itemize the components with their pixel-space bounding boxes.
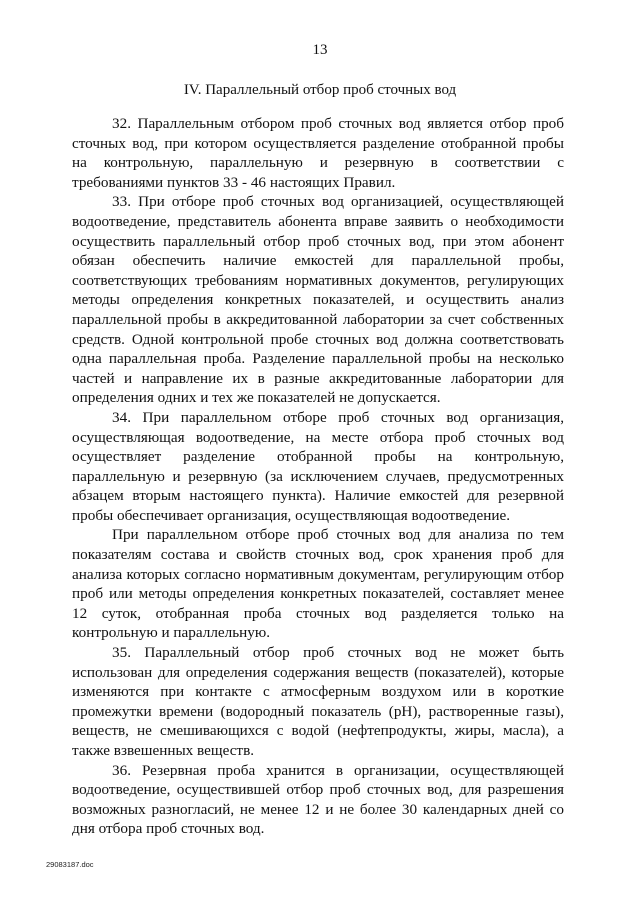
paragraph-35: 35. Параллельный отбор проб сточных вод не может быть использован для определения содержания веществ (показателей), которые изменяются при контакте с атмосферным воздухом или в короткие промежутки времени (водородный показатель (pH), растворенные газы), веществ, не смешивающихся с водой (нефтепродукты, жиры, масла), а также взвешенных веществ. <box>72 644 564 759</box>
paragraph-34-second: При параллельном отборе проб сточных вод для анализа по тем показателям состава и свойств сточных вод, срок хранения проб для анализа которых согласно нормативным документам, регулирующим отбор проб или методы определения конкретных показателей, составляет менее 12 суток, отобранная проба сточных вод разделяется только на контрольную и параллельную. <box>72 526 564 642</box>
paragraph-36: 36. Резервная проба хранится в организации, осуществляющей водоотведение, осуществившей отбор проб сточных вод, для разрешения возможных разногласий, не менее 12 и не более 30 календарных дней со дня отбора проб сточных вод. <box>72 761 564 838</box>
section-title: IV. Параллельный отбор проб сточных вод <box>183 82 457 98</box>
page-number: 13 <box>312 42 328 58</box>
paragraph-34: 34. При параллельном отборе проб сточных вод организация, осуществляющая водоотведение, на месте отбора проб сточных вод осуществляет разделение отобранной пробы на контрольную, параллельную и резервную (за исключением случаев, предусмотренных абзацем вторым настоящего пункта). Наличие емкостей для резервной пробы обеспечивает организация, осуществляющая водоотведение. <box>72 408 564 524</box>
footer-filename: 29083187.doc <box>46 860 94 869</box>
document-body <box>72 114 564 839</box>
paragraph-32: 32. Параллельным отбором проб сточных вод является отбор проб сточных вод, при котором осуществляется разделение отобранной пробы на контрольную, параллельную и резервную в соответствии с требованиями пунктов 33 - 46 настоящих Правил. <box>72 115 564 191</box>
paragraph-33: 33. При отборе проб сточных вод организацией, осуществляющей водоотведение, представитель абонента вправе заявить о необходимости осуществить параллельный отбор проб сточных вод, при этом абонент обязан обеспечить наличие емкостей для параллельной пробы, соответствующих требованиям нормативных документов, регулирующих методы определения конкретных показателей, и осуществить анализ параллельной пробы в аккредитованной лаборатории за счет собственных средств. Одной контрольной пробе сточных вод должна соответствовать одна параллельная проба. Разделение параллельной пробы на несколько частей и направление их в разные аккредитованные лаборатории для определения одних и тех же показателей не допускается. <box>72 193 564 407</box>
